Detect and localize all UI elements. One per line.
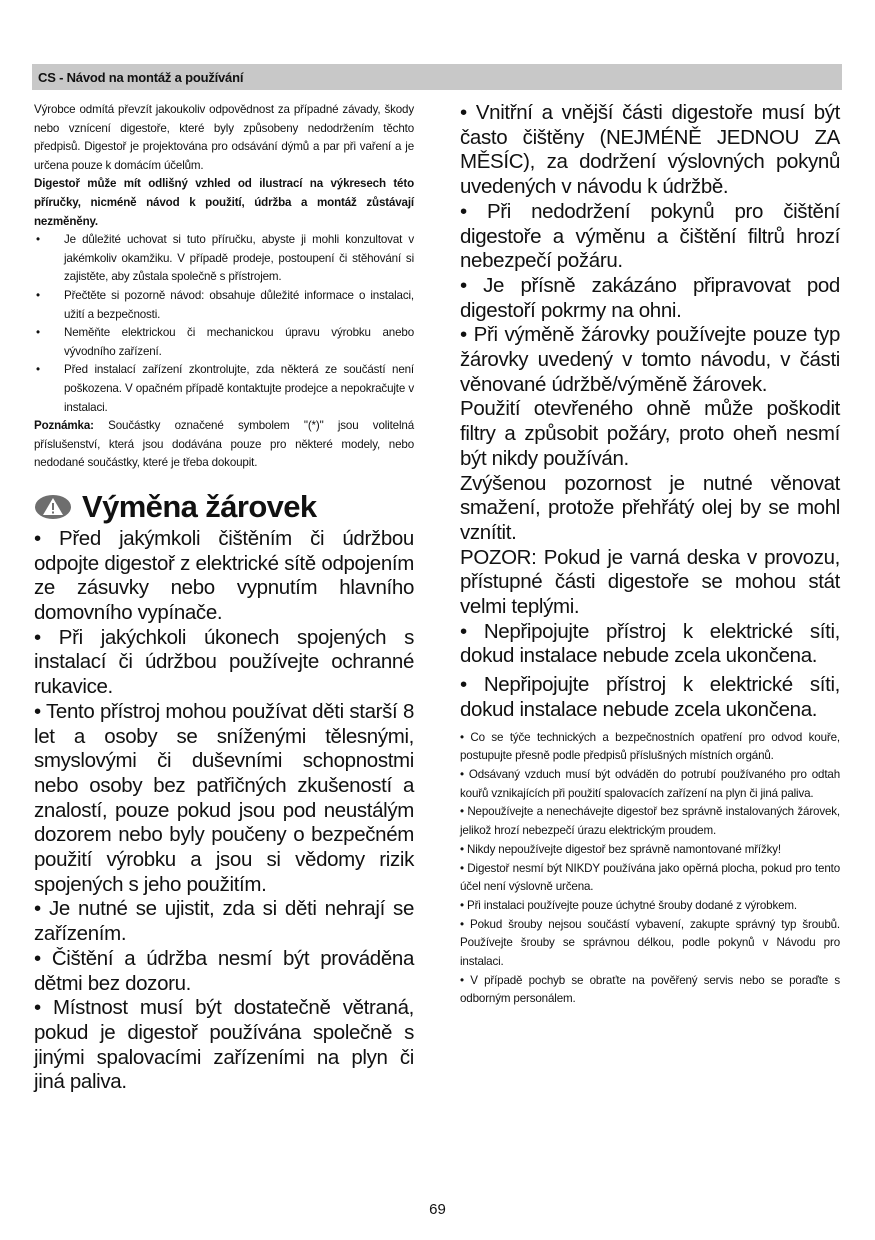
bullet-dot: • — [36, 326, 40, 340]
page-number: 69 — [429, 1201, 446, 1218]
paragraph: • Nepřipojujte přístroj k elektrické síti, dokud instalace nebude zcela ukončena. — [460, 619, 840, 668]
bullet-dot: • — [36, 233, 40, 247]
paragraph: • Při instalaci používejte pouze úchytné šrouby dodané z výrobkem. — [460, 898, 798, 912]
list-item: • Neměňte elektrickou či mechanickou úpravu výrobku anebo vývodního zařízení. — [36, 326, 414, 358]
paragraph: • Digestoř nesmí být NIKDY používána jako opěrná plocha, pokud pro tento účel není výslovně určena. — [460, 861, 840, 894]
right-small-text — [460, 729, 840, 1010]
paragraph: • Nepřipojujte přístroj k elektrické síti, dokud instalace nebude zcela ukončena. — [460, 673, 840, 721]
paragraph: • Je přísně zakázáno připravovat pod digestoří pokrmy na ohni. — [460, 273, 840, 322]
left-large-text — [34, 527, 414, 1095]
note-text: Součástky označené symbolem "(*)" jsou volitelná příslušenství, která jsou dodávána pouze pro některé modely, nebo nedodané součástky, které je třeba dokoupit. — [34, 419, 414, 470]
paragraph: • Odsávaný vzduch musí být odváděn do potrubí používaného pro odtah kouřů vznikajících při použití spalovacích zařízení na plyn či jiná paliva. — [460, 767, 840, 800]
paragraph: • Tento přístroj mohou používat děti starší 8 let a osoby se sníženými tělesnými, smyslovými či duševními schopnostmi nebo osoby bez patřičných zkušeností a znalostí, pouze pokud jsou pod neustálým dozorem nebo byly poučeny o bezpečném použití výrobku a jsou si vědomy rizik spojených s jeho použitím. — [34, 699, 414, 896]
paragraph: • Co se týče technických a bezpečnostních opatření pro odvod kouře, postupujte přesně podle předpisů příslušných místních orgánů. — [460, 730, 840, 763]
paragraph: • Nepoužívejte a nenechávejte digestoř bez správně instalovaných žárovek, jelikož hrozí nebezpečí úrazu elektrickým proudem. — [460, 805, 840, 838]
bullet-dot: • — [36, 288, 40, 302]
paragraph: • Při jakýchkoli úkonech spojených s instalací či údržbou používejte ochranné rukavice. — [34, 625, 414, 699]
intro-bullet-list — [34, 231, 414, 417]
paragraph: • Před jakýmkoli čištěním či údržbou odpojte digestoř z elektrické sítě odpojením ze zásuvky nebo vypnutím hlavního domovního vypínače. — [34, 526, 414, 624]
paragraph: POZOR: Pokud je varná deska v provozu, přístupné části digestoře se mohou stát velmi teplými. — [460, 545, 840, 619]
paragraph: • Místnost musí být dostatečně větraná, pokud je digestoř používána společně s jinými spalovacími zařízeními na plyn či jiná paliva. — [34, 996, 414, 1094]
note-label: Poznámka: — [34, 419, 94, 433]
note-paragraph — [34, 417, 414, 473]
intro-bold-notice: Digestoř může mít odlišný vzhled od ilustrací na výkresech této příručky, nicméně návod k použití, údržba a montáž zůstávají nezměněny. — [34, 177, 414, 228]
left-column — [34, 101, 414, 1095]
right-column — [460, 101, 840, 1009]
paragraph: • Při nedodržení pokynů pro čištění digestoře a výměnu a čištění filtrů hrozí nebezpečí požáru. — [460, 199, 840, 273]
paragraph: • V případě pochyb se obraťte na pověřený servis nebo se poraďte s odborným personálem. — [460, 973, 840, 1006]
intro-paragraph: Výrobce odmítá převzít jakoukoliv odpovědnost za případné závady, škody nebo vznícení digestoře, které byly způsobeny nedodržením těchto předpisů. Digestoř je projektována pro odsávání dýmů a par při vaření a je určena pouze k domácím účelům. — [34, 103, 414, 172]
paragraph: • Vnitřní a vnější části digestoře musí být často čištěny (NEJMÉNĚ JEDNOU ZA MĚSÍC), za dodržení výslovných pokynů uvedených v návodu k údržbě. — [460, 101, 840, 199]
paragraph: • Pokud šrouby nejsou součástí vybavení, zakupte správný typ šroubů. Používejte šrouby se správnou délkou, podle pokynů v Návodu pro instalaci. — [460, 917, 840, 969]
paragraph: • Při výměně žárovky používejte pouze typ žárovky uvedený v tomto návodu, v části věnované údržbě/výměně žárovek. — [460, 323, 840, 396]
warning-icon — [34, 494, 72, 520]
header-bar — [32, 64, 842, 90]
intro-block — [34, 101, 414, 473]
paragraph: Zvýšenou pozornost je nutné věnovat smažení, protože přehřátý olej by se mohl vznítit. — [460, 471, 840, 544]
right-large-text — [460, 101, 840, 723]
paragraph: Použití otevřeného ohně může poškodit filtry a způsobit požáry, proto oheň nesmí být nikdy používán. — [460, 397, 840, 470]
page-header-title: CS - Návod na montáž a používání — [38, 69, 244, 85]
paragraph: • Je nutné se ujistit, zda si děti nehrají se zařízením. — [34, 897, 414, 946]
list-item: • Je důležité uchovat si tuto příručku, abyste ji mohli konzultovat v jakémkoliv okamžiku. V případě prodeje, postoupení či stěhování si zajistěte, aby zůstala společně s přístrojem. — [36, 233, 414, 284]
bullet-dot: • — [36, 363, 40, 377]
list-item: • Před instalací zařízení zkontrolujte, zda některá ze součástí není poškozena. V opačném případě kontaktujte prodejce a nepokračujte v instalaci. — [36, 363, 414, 414]
paragraph: • Čištění a údržba nesmí být prováděna dětmi bez dozoru. — [34, 946, 414, 995]
section-title: Výměna žárovek — [82, 488, 317, 524]
section-heading — [34, 487, 414, 527]
list-item: • Přečtěte si pozorně návod: obsahuje důležité informace o instalaci, užití a bezpečnosti. — [36, 288, 414, 321]
paragraph: • Nikdy nepoužívejte digestoř bez správně namontované mřížky! — [460, 842, 781, 856]
